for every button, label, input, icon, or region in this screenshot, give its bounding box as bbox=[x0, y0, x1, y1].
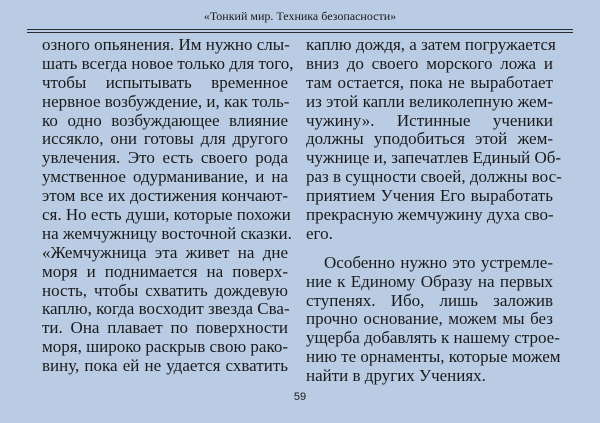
page-number: 59 bbox=[293, 391, 307, 403]
header-rule-top bbox=[27, 29, 573, 30]
text-line: ступенях. Ибо, лишь заложив bbox=[306, 290, 553, 310]
text-line: должны уподобиться этой жем- bbox=[306, 129, 553, 149]
text-line: каплю, когда восходит звезда Сва- bbox=[42, 299, 290, 319]
text-line: чтобы испытывать временное bbox=[42, 72, 288, 92]
text-line: увлечения. Это есть своего рода bbox=[42, 148, 288, 168]
text-line: «Жемчужница эта живет на дне bbox=[42, 242, 288, 262]
right-text-column bbox=[306, 35, 562, 386]
text-line: там остается, пока не выработает bbox=[306, 72, 553, 92]
text-line: каплю дождя, а затем погружается bbox=[306, 35, 556, 54]
text-line: ти. Она плавает по поверхности bbox=[42, 318, 288, 338]
text-line: раз в сущности своей, должны вос- bbox=[306, 167, 562, 187]
text-line: приятием Учения Его выработать bbox=[306, 186, 553, 206]
text-line: прочно основание, можем мы без bbox=[306, 309, 553, 329]
text-line: моря и поднимается на поверх- bbox=[42, 261, 288, 281]
text-line: ность, чтобы схватить дождевую bbox=[42, 280, 288, 300]
header-title: «Тонкий мир. Техника безопасности» bbox=[203, 9, 397, 23]
text-line: иссякло, они готовы для другого bbox=[42, 129, 288, 149]
text-line: из этой капли великолепную жем- bbox=[306, 91, 553, 111]
running-header bbox=[0, 0, 600, 34]
text-line: прекрасную жемчужину духа сво- bbox=[306, 205, 554, 225]
left-text-column bbox=[42, 35, 294, 376]
text-line: вину, пока ей не удается схватить bbox=[42, 356, 288, 376]
text-line: ся. Но есть души, которые похожи bbox=[42, 205, 291, 225]
text-line: чужнице и, запечатлев Единый Об- bbox=[306, 148, 562, 168]
text-line: нервное возбуждение, и, как толь- bbox=[42, 91, 290, 111]
text-line: шать всегда новое только для того, bbox=[42, 53, 294, 73]
text-line: нию те орнаменты, которые можем bbox=[306, 347, 561, 367]
text-line: ние к Единому Образу на первых bbox=[306, 271, 553, 291]
text-line: ущерба добавлять к нашему строе- bbox=[306, 328, 560, 348]
text-line: вниз до своего морского ложа и bbox=[306, 53, 553, 73]
text-line: умственное одурманивание, и на bbox=[42, 167, 288, 187]
header-rule-bottom bbox=[27, 32, 573, 33]
text-line: его. bbox=[306, 223, 333, 243]
text-line: Особенно нужно это устремле- bbox=[324, 252, 553, 272]
text-line: этом все их достижения кончают- bbox=[42, 186, 288, 206]
text-line: озного опьянения. Им нужно слы- bbox=[42, 35, 290, 54]
text-line: моря, широко раскрыв свою рако- bbox=[42, 337, 288, 357]
text-line: найти в других Учениях. bbox=[306, 366, 486, 386]
text-line: ко одно возбуждающее влияние bbox=[42, 110, 288, 130]
text-line: чужину». Истинные ученики bbox=[306, 110, 553, 130]
text-line: на жемчужницу восточной сказки. bbox=[42, 223, 292, 243]
